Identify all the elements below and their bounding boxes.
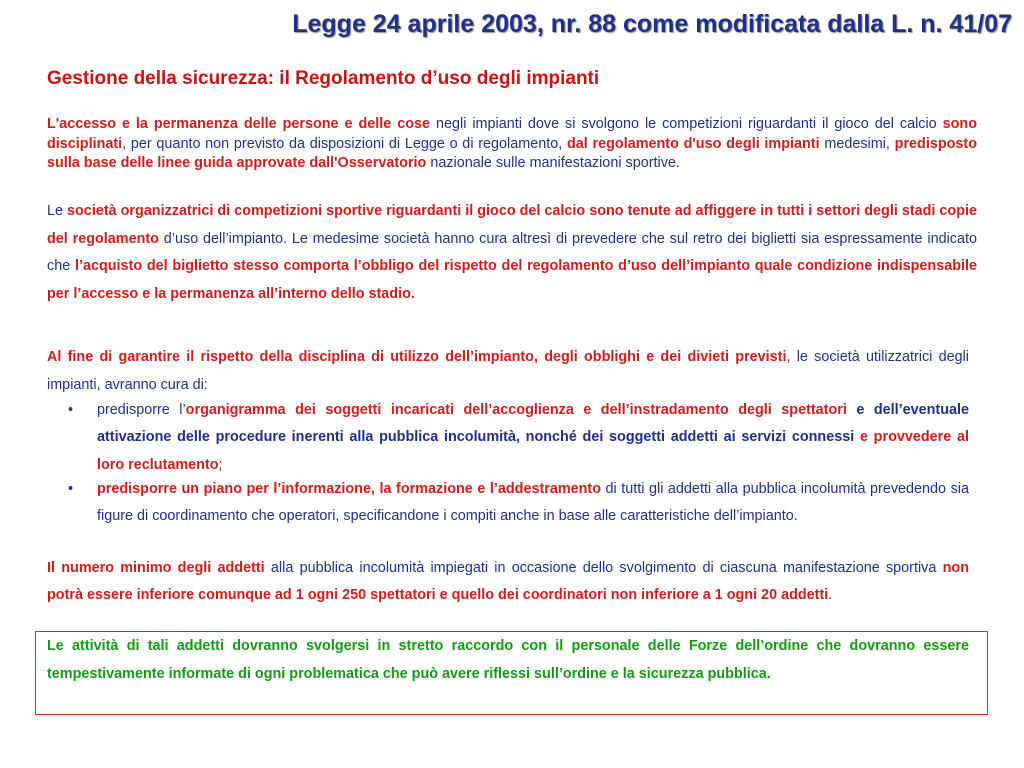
text-body: , per quanto non previsto da disposizioni di Legge o di regolamento, bbox=[122, 135, 567, 152]
text-body: Le bbox=[47, 203, 68, 219]
text-body: medesimi, bbox=[819, 135, 895, 152]
text-emphasis-green: Le attività di tali addetti dovranno svolgersi in stretto raccordo con il personale delle Forze dell’ordine che dovranno essere tempestivamente informate di ogni problematica che può avere riflessi sull’ordine e la sicurezza pubblica. bbox=[47, 638, 969, 682]
text-emphasis: Il numero minimo degli addetti bbox=[47, 560, 265, 576]
text-emphasis: dal regolamento d'uso degli impianti bbox=[566, 135, 820, 152]
bullet-marker: • bbox=[68, 402, 74, 418]
text-emphasis: Al fine di garantire il rispetto della disciplina di utilizzo dell’impianto, degli obblighi e dei divieti previsti bbox=[47, 349, 787, 365]
text-emphasis: società organizzatrici di competizioni sportive riguardanti il gioco del calcio sono tenute ad affiggere in tutti i settori degli stadi copie del regolamento bbox=[47, 203, 977, 247]
list-item-text bbox=[97, 476, 969, 531]
list-item-text bbox=[97, 397, 969, 479]
text-emphasis: predisporre un piano per l’informazione, la formazione e l’addestramento bbox=[97, 481, 602, 497]
paragraph-access-regulation bbox=[47, 115, 977, 174]
text-emphasis: L'accesso e la permanenza delle persone e delle cose bbox=[47, 116, 431, 132]
text-emphasis: e provvedere al loro reclutamento bbox=[97, 429, 969, 473]
list-item bbox=[47, 476, 969, 531]
text-body: , le società utilizzatrici degli impianti, avranno cura di: bbox=[47, 349, 970, 393]
page-title: Legge 24 aprile 2003, nr. 88 come modificata dalla L. n. 41/07 bbox=[292, 10, 1012, 38]
text-body: alla pubblica incolumità impiegati in occasione dello svolgimento di ciascuna manifestazione sportiva bbox=[264, 560, 943, 576]
list-item bbox=[47, 397, 969, 479]
text-body: ; bbox=[218, 456, 223, 473]
text-body: negli impianti dove si svolgono le competizioni riguardanti il gioco del calcio bbox=[430, 116, 943, 132]
text-body: di tutti gli addetti alla pubblica incolumità prevedendo sia figure di coordinamento che operatori, specificandone i compiti anche in base alle caratteristiche dell’impianto. bbox=[97, 481, 969, 525]
text-emphasis: predisposto sulla base delle linee guida approvate dall'Osservatorio bbox=[47, 135, 978, 171]
paragraph-police-coordination bbox=[47, 633, 969, 688]
section-subtitle: Gestione della sicurezza: il Regolamento d’uso degli impianti bbox=[47, 68, 600, 89]
paragraph-organizers-duties bbox=[47, 198, 977, 308]
text-emphasis: l’acquisto del biglietto stesso comporta l’obbligo del rispetto del regolamento d’uso dell’impianto quale condizione indispensabile per l’accesso e la permanenza all’interno dello stadio. bbox=[47, 258, 977, 302]
text-emphasis: non potrà essere inferiore comunque ad 1 ogni 250 spettatori e quello dei coordinatori non inferiore a 1 ogni 20 addetti bbox=[47, 560, 969, 604]
text-emphasis: organigramma dei soggetti incaricati dell’accoglienza e dell’instradamento degli spettatori bbox=[185, 402, 847, 418]
text-body: nazionale sulle manifestazioni sportive. bbox=[426, 155, 680, 171]
paragraph-minimum-staff bbox=[47, 555, 969, 610]
text-emphasis-blue: e dell’eventuale attivazione delle procedure inerenti alla pubblica incolumità, nonché dei soggetti addetti ai servizi connessi bbox=[97, 402, 969, 446]
bullet-marker: • bbox=[68, 481, 74, 497]
text-body: predisporre l’ bbox=[97, 402, 186, 418]
paragraph-discipline-intro bbox=[47, 344, 969, 399]
text-body: . bbox=[828, 587, 833, 604]
text-body: d’uso dell’impianto. Le medesime società hanno cura altresì di prevedere che sul retro dei biglietti sia espressamente indicato che bbox=[47, 230, 977, 275]
text-emphasis: sono disciplinati bbox=[47, 116, 977, 152]
